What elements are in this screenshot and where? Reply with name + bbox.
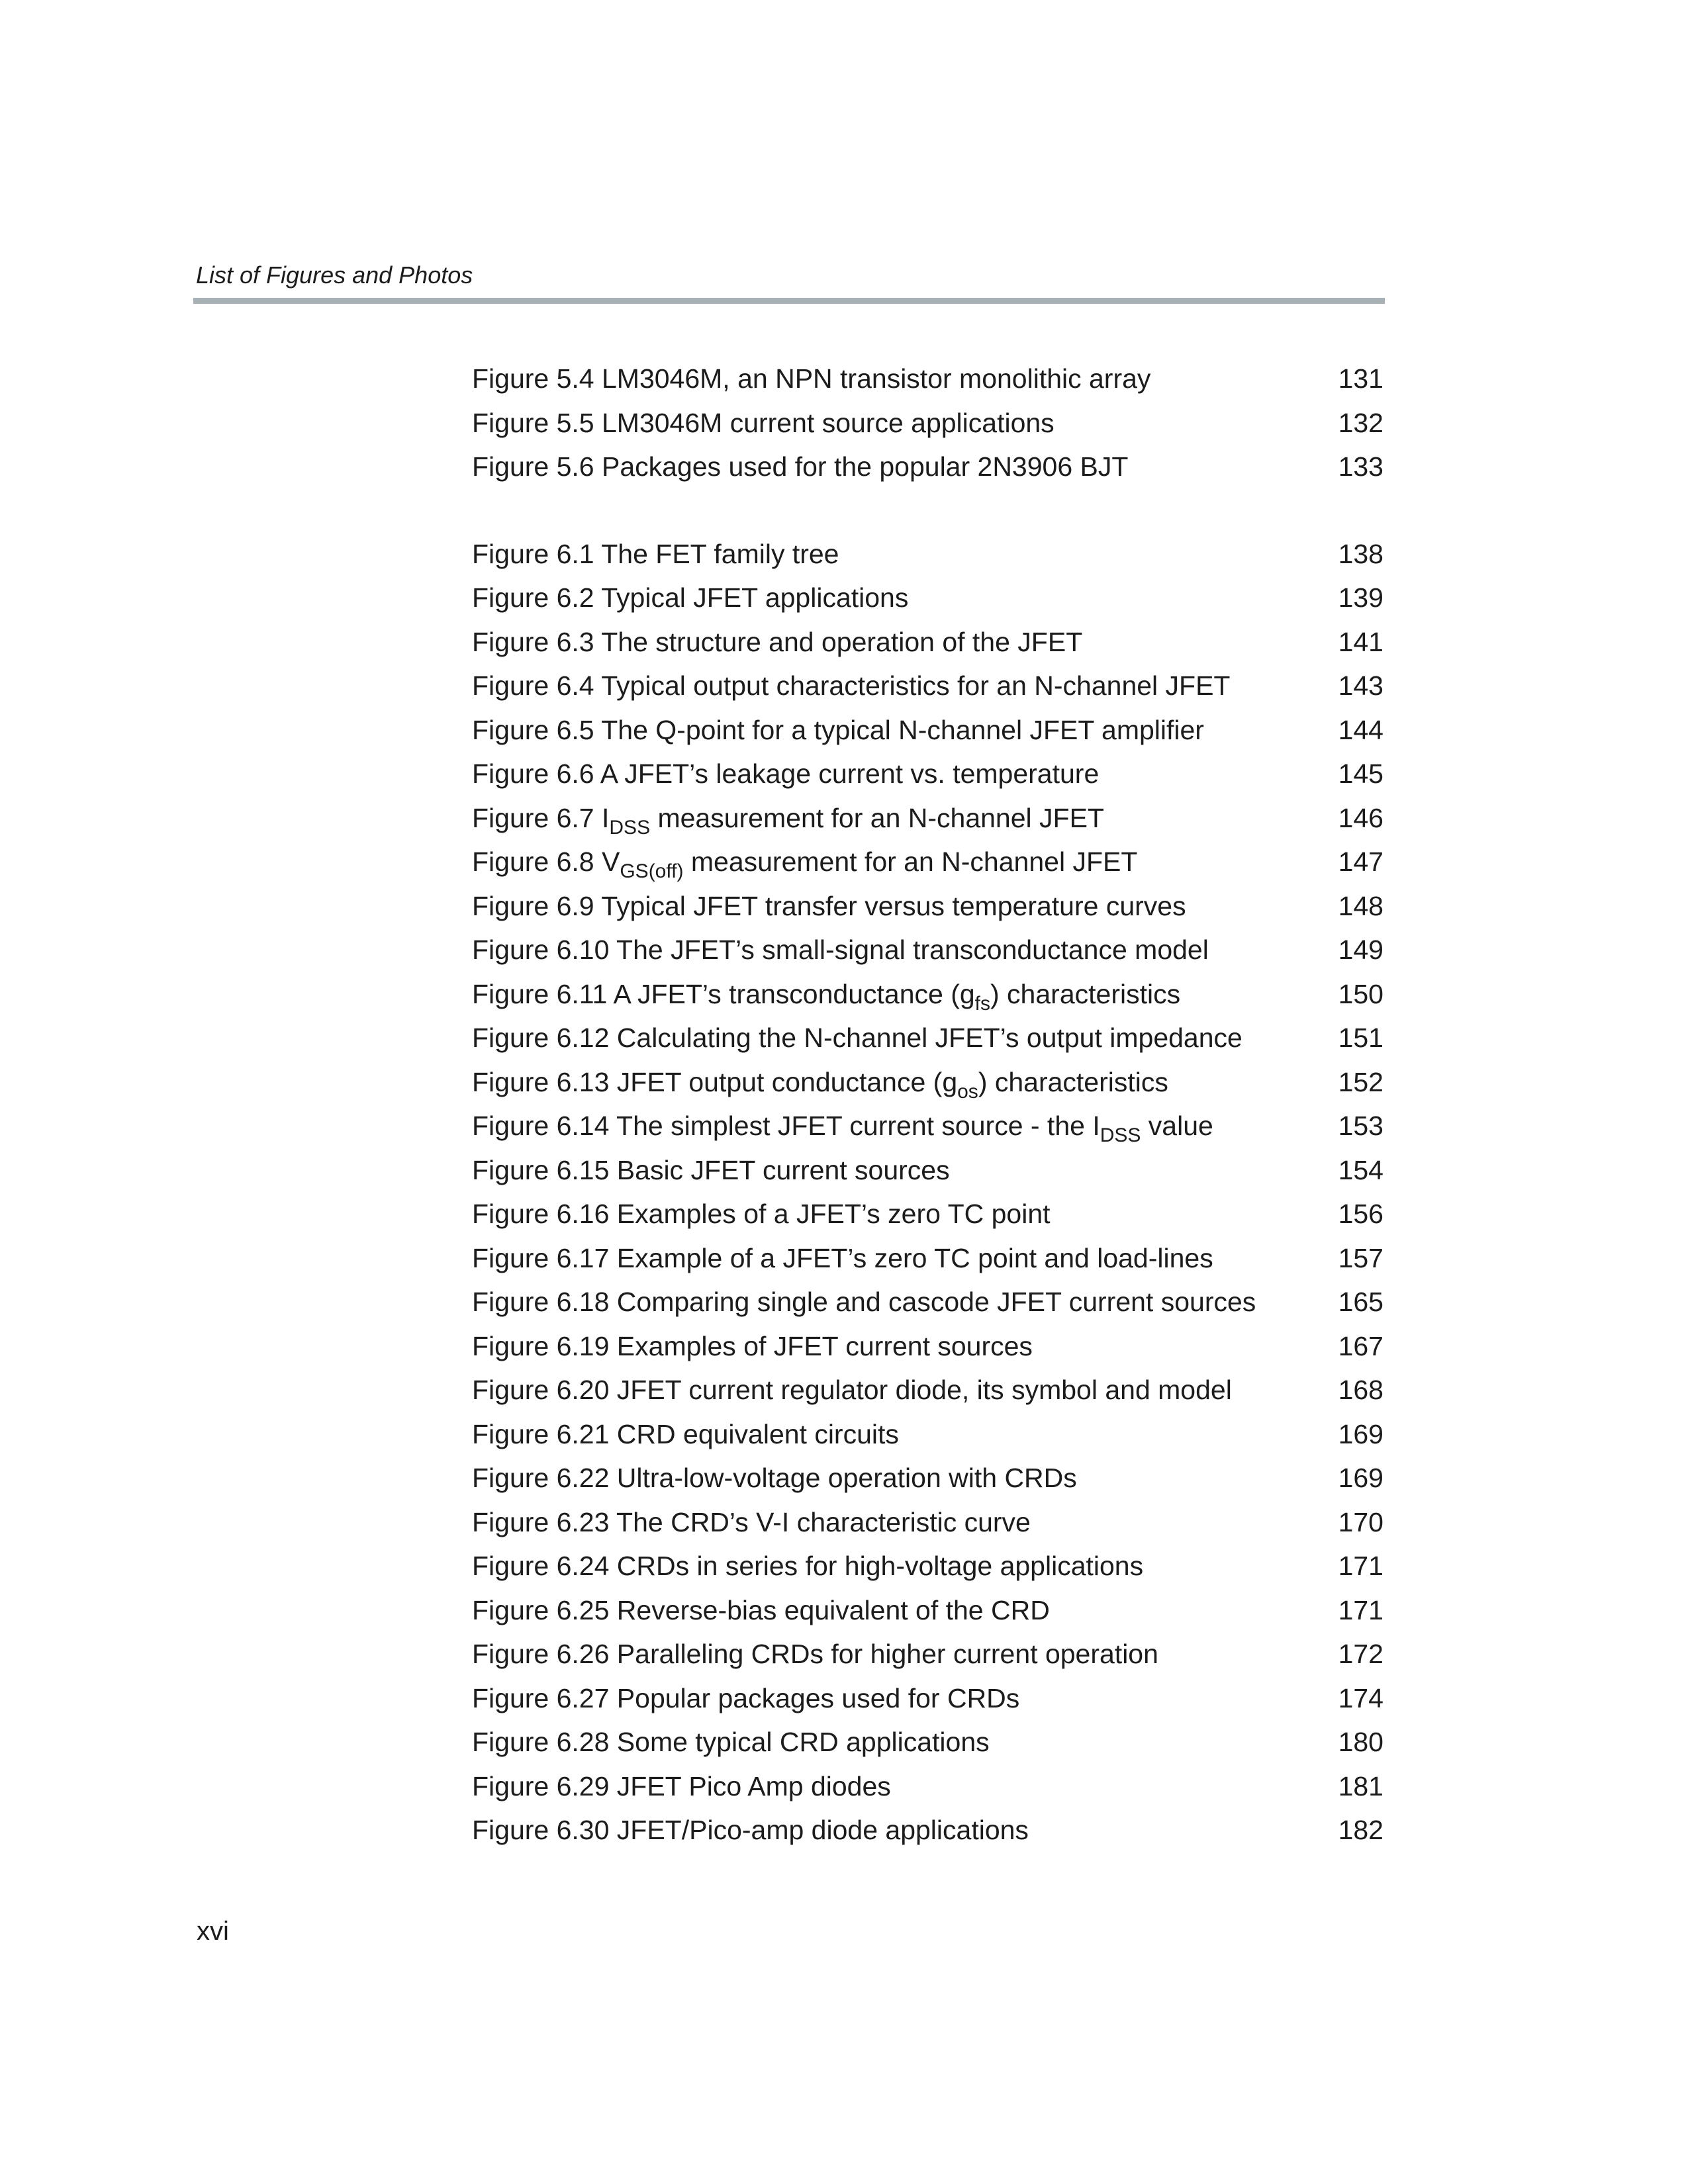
- figure-entry: [472, 930, 1383, 974]
- figure-title: Figure 6.30 JFET/Pico-amp diode applications: [472, 1815, 1029, 1845]
- figure-page-number: 144: [1338, 714, 1383, 745]
- figure-title: Figure 6.20 JFET current regulator diode, its symbol and model: [472, 1375, 1232, 1405]
- figure-title-text: measurement for an N-channel JFET: [650, 802, 1104, 833]
- figure-title: [472, 978, 1181, 1015]
- figure-title: Figure 5.4 LM3046M, an NPN transistor monolithic array: [472, 363, 1151, 394]
- figure-entry: [472, 1634, 1383, 1678]
- figure-page-number: 156: [1338, 1199, 1383, 1229]
- figure-title-text: Figure 6.14 The simplest JFET current source - the I: [472, 1111, 1100, 1141]
- figure-title-text: value: [1141, 1111, 1213, 1141]
- figure-page-number: 139: [1338, 582, 1383, 613]
- running-head: List of Figures and Photos: [196, 261, 473, 289]
- figure-page-number: 154: [1338, 1154, 1383, 1185]
- figure-entry: [472, 1370, 1383, 1414]
- figure-page-number: 138: [1338, 538, 1383, 569]
- figure-page-number: 171: [1338, 1551, 1383, 1581]
- figure-title-subscript: DSS: [609, 816, 651, 839]
- figure-title-text: Figure 6.11 A JFET’s transconductance (g: [472, 978, 975, 1009]
- figure-entry: [472, 1326, 1383, 1371]
- figure-page-number: 151: [1338, 1023, 1383, 1053]
- figure-page-number: 165: [1338, 1287, 1383, 1317]
- page-number: xvi: [197, 1917, 229, 1946]
- figure-page-number: 182: [1338, 1815, 1383, 1845]
- figure-page-number: 145: [1338, 758, 1383, 789]
- figure-page-number: 148: [1338, 890, 1383, 921]
- figure-page-number: 141: [1338, 626, 1383, 657]
- figure-entry: [472, 447, 1383, 491]
- figure-title-text: measurement for an N-channel JFET: [683, 846, 1138, 877]
- figure-title: Figure 6.2 Typical JFET applications: [472, 582, 909, 613]
- figure-entry: [472, 798, 1383, 842]
- figure-title: Figure 6.22 Ultra-low-voltage operation with CRDs: [472, 1463, 1077, 1493]
- figure-title: Figure 5.6 Packages used for the popular 2N3906 BJT: [472, 451, 1129, 482]
- figure-page-number: 169: [1338, 1463, 1383, 1493]
- figure-title-subscript: DSS: [1100, 1124, 1141, 1146]
- figure-title: Figure 6.9 Typical JFET transfer versus temperature curves: [472, 890, 1186, 921]
- figure-entry: [472, 1150, 1383, 1195]
- figure-entry: [472, 1546, 1383, 1590]
- figure-title: Figure 6.19 Examples of JFET current sources: [472, 1330, 1033, 1361]
- figure-page-number: 147: [1338, 846, 1383, 877]
- figure-page-number: 150: [1338, 978, 1383, 1009]
- figure-entry: [472, 578, 1383, 622]
- figure-title: Figure 6.5 The Q-point for a typical N-channel JFET amplifier: [472, 714, 1204, 745]
- figure-entry: [472, 842, 1383, 886]
- figure-entry: [472, 1414, 1383, 1459]
- figure-page-number: 174: [1338, 1682, 1383, 1713]
- figure-page-number: 170: [1338, 1506, 1383, 1537]
- figure-title-subscript: GS(off): [620, 860, 684, 882]
- figure-title: [472, 846, 1138, 882]
- figure-page-number: 149: [1338, 934, 1383, 965]
- figure-title: Figure 6.25 Reverse-bias equivalent of the CRD: [472, 1594, 1050, 1625]
- figure-title-text: ) characteristics: [990, 978, 1181, 1009]
- figure-page-number: 132: [1338, 407, 1383, 438]
- figure-entry: [472, 1194, 1383, 1238]
- figure-title: Figure 6.10 The JFET’s small-signal transconductance model: [472, 934, 1209, 965]
- figure-entry: [472, 1722, 1383, 1766]
- figure-title-text: ) characteristics: [978, 1066, 1168, 1097]
- figure-title: Figure 6.23 The CRD’s V-I characteristic curve: [472, 1506, 1031, 1537]
- figure-page-number: 153: [1338, 1111, 1383, 1141]
- figure-title: [472, 1111, 1213, 1146]
- figure-title-subscript: fs: [974, 992, 991, 1015]
- figure-page-number: 146: [1338, 802, 1383, 833]
- figure-page-number: 181: [1338, 1770, 1383, 1801]
- figure-page-number: 168: [1338, 1375, 1383, 1405]
- figure-title: Figure 6.17 Example of a JFET’s zero TC point and load-lines: [472, 1242, 1213, 1273]
- figure-title-text: Figure 6.13 JFET output conductance (g: [472, 1066, 958, 1097]
- figure-title: [472, 1066, 1168, 1103]
- figure-entry: [472, 1106, 1383, 1150]
- figure-title: Figure 6.4 Typical output characteristics for an N-channel JFET: [472, 670, 1231, 701]
- figure-page-number: 169: [1338, 1418, 1383, 1449]
- figure-page-number: 133: [1338, 451, 1383, 482]
- figure-title: Figure 6.15 Basic JFET current sources: [472, 1154, 950, 1185]
- figure-entry: [472, 1458, 1383, 1502]
- figure-title: Figure 6.28 Some typical CRD applications: [472, 1727, 990, 1757]
- figure-entry: [472, 974, 1383, 1019]
- figure-title: Figure 6.18 Comparing single and cascode JFET current sources: [472, 1287, 1256, 1317]
- figure-page-number: 152: [1338, 1066, 1383, 1097]
- figure-entry: [472, 1018, 1383, 1062]
- figure-entry: [472, 622, 1383, 666]
- figure-title: Figure 6.24 CRDs in series for high-voltage applications: [472, 1551, 1144, 1581]
- figure-entry: [472, 534, 1383, 578]
- group-spacer: [472, 491, 1383, 534]
- figure-title: [472, 802, 1104, 839]
- figure-page-number: 172: [1338, 1639, 1383, 1669]
- figure-entry: [472, 710, 1383, 754]
- figure-title: Figure 6.29 JFET Pico Amp diodes: [472, 1770, 891, 1801]
- figure-title: Figure 6.3 The structure and operation of the JFET: [472, 626, 1083, 657]
- figure-page-number: 180: [1338, 1727, 1383, 1757]
- figure-entry: [472, 1766, 1383, 1811]
- figure-entry: [472, 1282, 1383, 1326]
- figure-title: Figure 6.12 Calculating the N-channel JFET’s output impedance: [472, 1023, 1243, 1053]
- figure-entry: [472, 1810, 1383, 1854]
- figure-entry: [472, 1238, 1383, 1283]
- figure-entry: [472, 886, 1383, 931]
- header-rule: [193, 298, 1385, 304]
- figure-entry: [472, 666, 1383, 710]
- figure-title: Figure 6.27 Popular packages used for CRDs: [472, 1682, 1020, 1713]
- figure-entry: [472, 403, 1383, 447]
- figure-title: Figure 6.26 Paralleling CRDs for higher current operation: [472, 1639, 1158, 1669]
- figure-title-text: Figure 6.8 V: [472, 846, 620, 877]
- figure-entry: [472, 1062, 1383, 1107]
- figure-title: Figure 6.21 CRD equivalent circuits: [472, 1418, 899, 1449]
- figure-title-text: Figure 6.7 I: [472, 802, 610, 833]
- figure-page-number: 171: [1338, 1594, 1383, 1625]
- figure-list: [472, 359, 1383, 1854]
- figure-entry: [472, 1678, 1383, 1723]
- figure-title: Figure 6.1 The FET family tree: [472, 538, 839, 569]
- figure-title: Figure 5.5 LM3046M current source applications: [472, 407, 1055, 438]
- figure-page-number: 143: [1338, 670, 1383, 701]
- figure-page-number: 157: [1338, 1242, 1383, 1273]
- figure-entry: [472, 1502, 1383, 1547]
- figure-entry: [472, 359, 1383, 403]
- figure-title: Figure 6.6 A JFET’s leakage current vs. temperature: [472, 758, 1100, 789]
- figure-entry: [472, 754, 1383, 798]
- figure-page-number: 167: [1338, 1330, 1383, 1361]
- figure-title-subscript: os: [957, 1080, 978, 1103]
- figure-entry: [472, 1590, 1383, 1635]
- figure-title: Figure 6.16 Examples of a JFET’s zero TC point: [472, 1199, 1051, 1229]
- figure-page-number: 131: [1338, 363, 1383, 394]
